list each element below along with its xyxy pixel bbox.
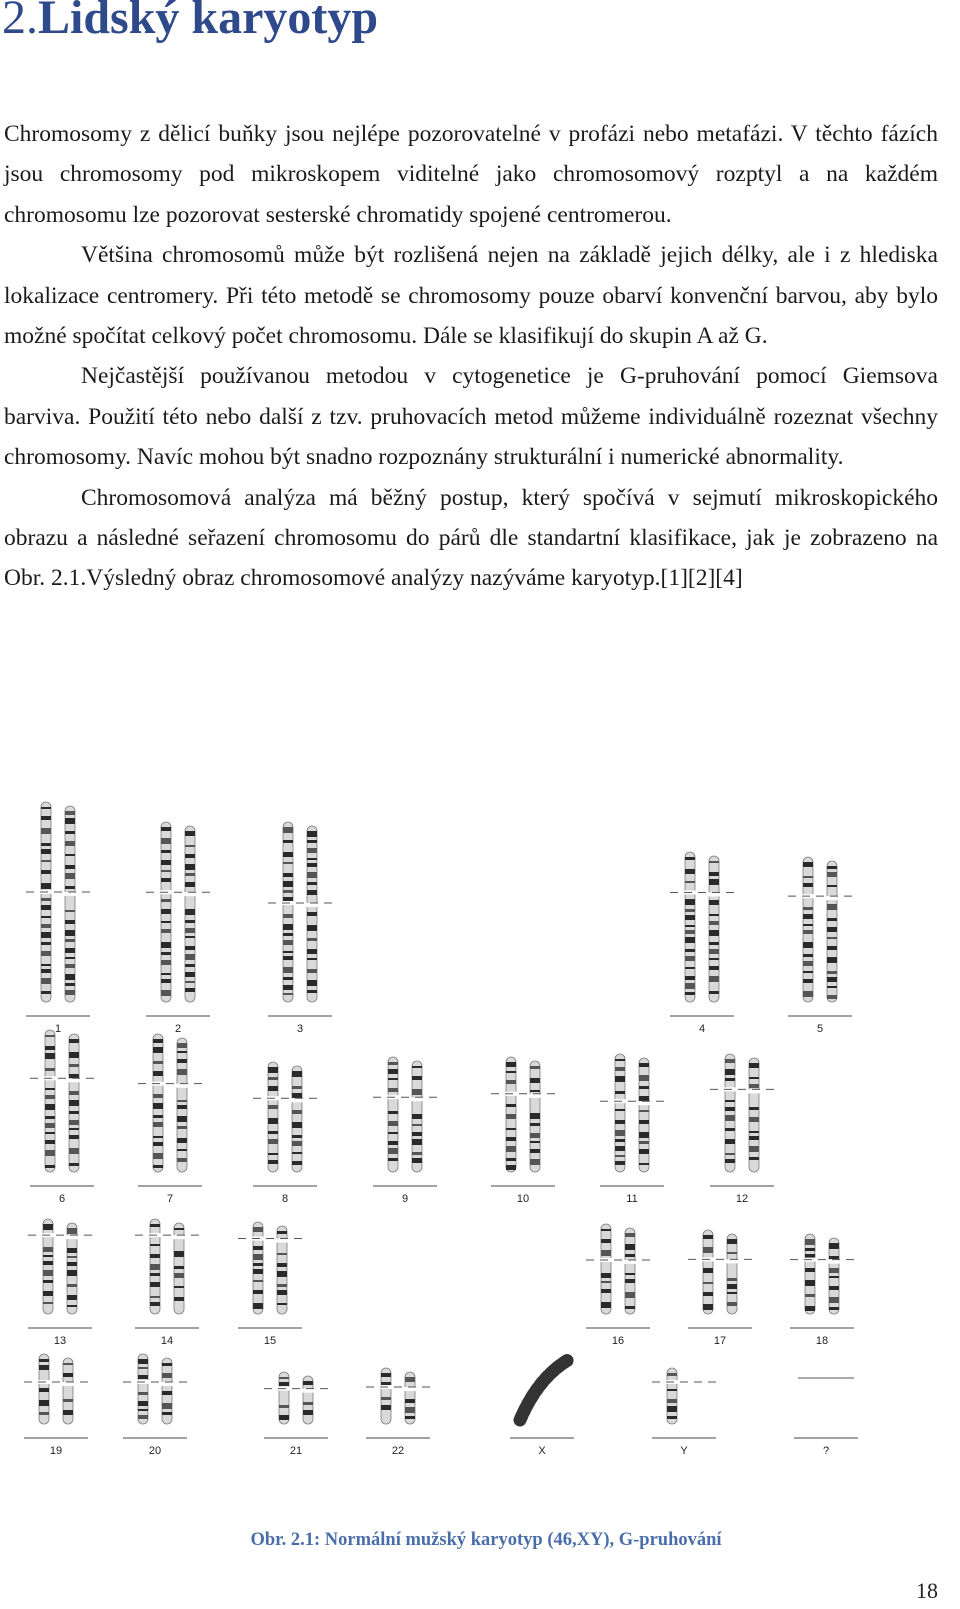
chromosome-pair-2 [146, 822, 210, 1035]
pair-label: 7 [166, 1193, 174, 1205]
chromosome-pair-7 [138, 1034, 202, 1205]
chromosome-pair-unknown [794, 1378, 858, 1457]
pair-label: 4 [698, 1023, 706, 1035]
chromosome-pair-4 [670, 852, 734, 1035]
chromosome-pair-12 [710, 1054, 774, 1205]
chromosome-pair-15 [238, 1222, 302, 1347]
chapter-heading [2, 0, 378, 50]
pair-label: 11 [626, 1193, 638, 1205]
chromosome-pair-9 [373, 1057, 437, 1205]
figure-caption: Obr. 2.1: Normální mužský karyotyp (46,XY), G-pruhování [250, 1530, 722, 1550]
pair-label: 14 [160, 1335, 174, 1347]
chromosome-pair-19 [24, 1354, 88, 1457]
chromosome-pair-13 [28, 1219, 92, 1347]
pair-label: 9 [401, 1193, 409, 1205]
pair-label: Y [680, 1445, 688, 1457]
chromosome-pair-1 [26, 802, 90, 1035]
page-number: 18 [916, 1578, 938, 1603]
karyotype-figure [0, 790, 960, 1480]
chromosome-pair-10 [491, 1057, 555, 1205]
body-text [4, 114, 938, 599]
pair-label: 6 [58, 1193, 66, 1205]
pair-label: 15 [263, 1335, 277, 1347]
pair-label: 8 [281, 1193, 289, 1205]
chromosome-pair-3 [268, 822, 332, 1035]
pair-label: 19 [49, 1445, 63, 1457]
pair-label: 20 [148, 1445, 162, 1457]
chapter-number: 2. [2, 0, 38, 44]
karyotype-image [0, 790, 960, 1480]
chapter-title: Lidský karyotyp [38, 0, 379, 44]
pair-label: 12 [735, 1193, 749, 1205]
paragraph: Nejčastější používanou metodou v cytogenetice je G-pruhování pomocí Giemsova barviva. Použití této nebo další z tzv. pruhovacích metod můžeme individuálně rozeznat všechny chromosomy. Navíc mohou být snadno rozpoznány strukturální i numerické abnormality. [4, 363, 938, 471]
chromosome-pair-y [652, 1368, 716, 1457]
paragraph: Většina chromosomů může být rozlišená nejen na základě jejich délky, ale i z hlediska lokalizace centromery. Při této metodě se chromosomy pouze obarví konvenční barvou, aby bylo možné spočítat celkový počet chromosomu. Dále se klasifikují do skupin A až G. [4, 242, 938, 350]
chromosome-pair-16 [586, 1224, 650, 1347]
paragraph: Chromosomová analýza má běžný postup, který spočívá v sejmutí mikroskopického obrazu a následné seřazení chromosomu do párů dle standartní klasifikace, jak je zobrazeno na Obr. 2.1.Výsledný obraz chromosomové analýzy nazýváme karyotyp.[1][2][4] [4, 484, 938, 592]
pair-label: 17 [713, 1335, 727, 1347]
pair-label: 22 [391, 1445, 405, 1457]
chromosome-pair-5 [788, 857, 852, 1035]
pair-label: 3 [296, 1023, 304, 1035]
pair-label: 21 [289, 1445, 303, 1457]
paragraph: Chromosomy z dělicí buňky jsou nejlépe pozorovatelné v profázi nebo metafázi. V těchto fázích jsou chromosomy pod mikroskopem viditelné jako chromosomový rozptyl a na každém chromosomu lze pozorovat sesterské chromatidy spojené centromerou. [4, 121, 938, 228]
chromosome-pair-14 [135, 1219, 199, 1347]
pair-label: 13 [53, 1335, 67, 1347]
pair-label: 5 [816, 1023, 824, 1035]
chromosome-pair-6 [30, 1030, 94, 1205]
pair-label: 1 [54, 1023, 62, 1035]
chromosome-pair-21 [264, 1372, 328, 1457]
chromosome-pair-8 [253, 1062, 317, 1205]
pair-label: 10 [516, 1193, 530, 1205]
pair-label: 2 [174, 1023, 182, 1035]
chromosome-pair-17 [688, 1230, 752, 1347]
chromosome-pair-11 [600, 1054, 664, 1205]
pair-label: 16 [611, 1335, 625, 1347]
pair-label: X [538, 1445, 546, 1457]
chromosome-pair-20 [123, 1354, 187, 1457]
pair-label: 18 [815, 1335, 829, 1347]
chromosome-pair-x [510, 1360, 574, 1457]
chromosome-pair-22 [366, 1368, 430, 1457]
chromosome-pair-18 [790, 1234, 854, 1347]
pair-label: ? [822, 1445, 830, 1457]
